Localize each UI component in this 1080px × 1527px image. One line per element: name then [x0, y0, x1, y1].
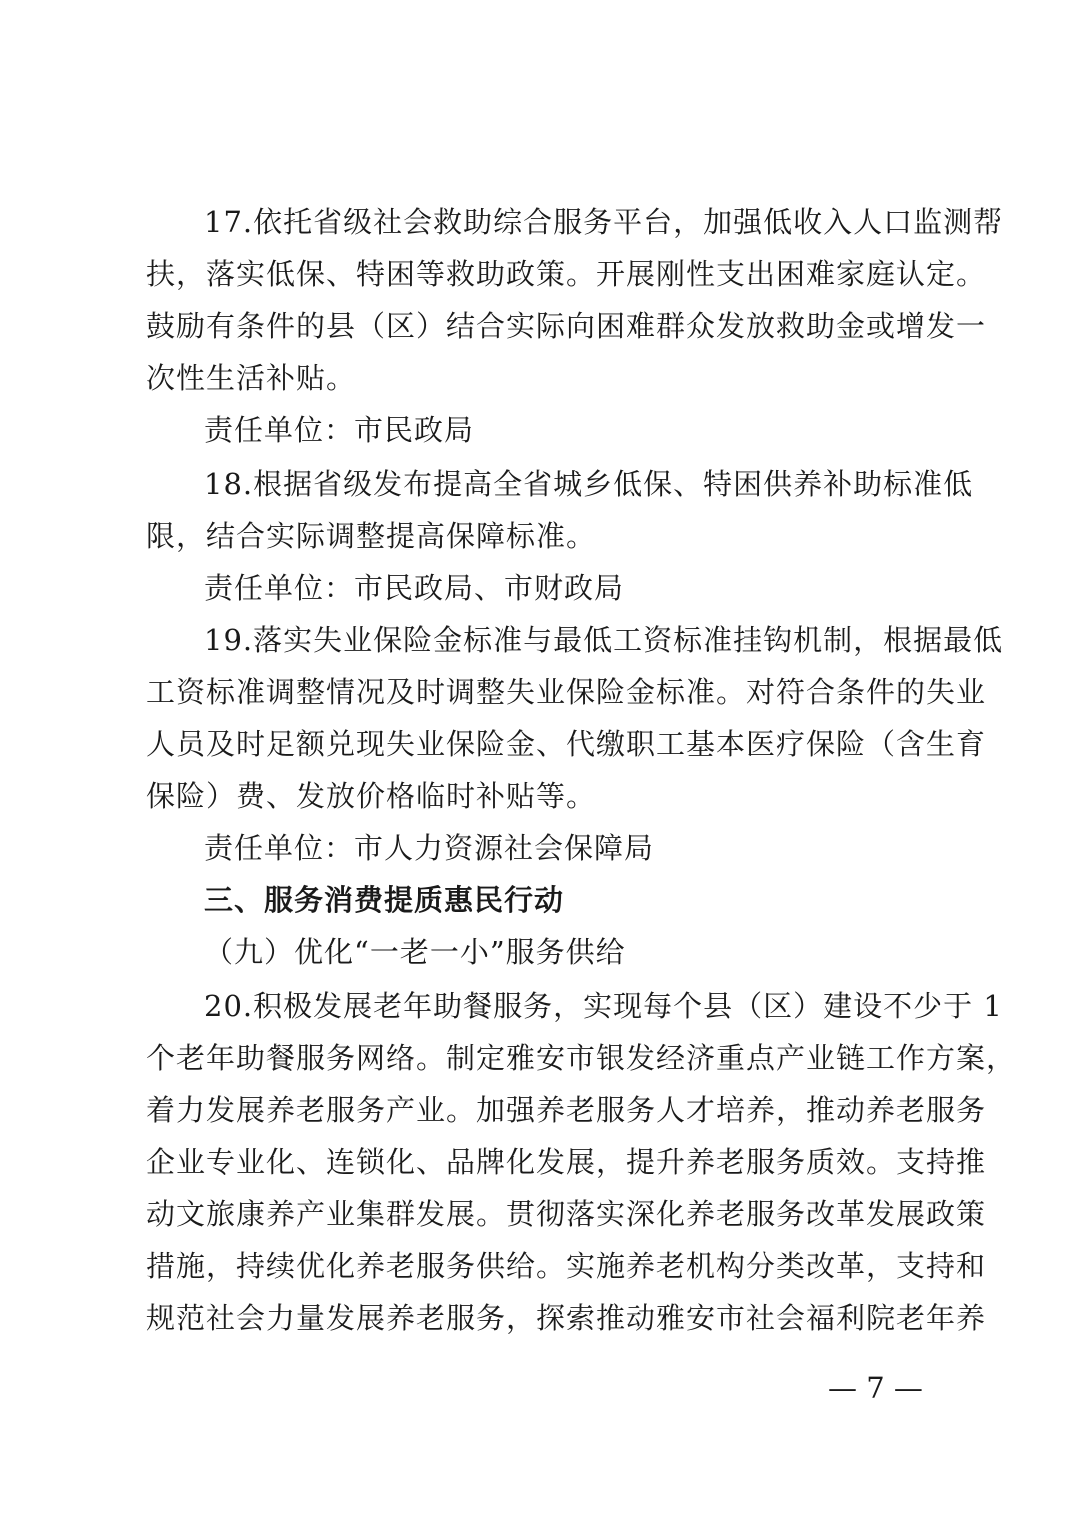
- item-19-line-4: 保险）费、发放价格临时补贴等。: [146, 779, 597, 813]
- item-19-line-3: 人员及时足额兑现失业保险金、代缴职工基本医疗保险（含生育: [146, 727, 987, 761]
- item-20-line-6: 措施，持续优化养老服务供给。实施养老机构分类改革，支持和: [146, 1249, 987, 1283]
- item-20-line-4: 企业专业化、连锁化、品牌化发展，提升养老服务质效。支持推: [146, 1145, 987, 1179]
- item-20-line-1: 20.积极发展老年助餐服务，实现每个县（区）建设不少于 1: [204, 989, 1003, 1023]
- item-18-line-2: 限，结合实际调整提高保障标准。: [146, 519, 597, 553]
- item-17-responsibility: 责任单位：市民政局: [204, 413, 475, 447]
- item-17-line-3: 鼓励有条件的县（区）结合实际向困难群众发放救助金或增发一: [146, 309, 987, 343]
- item-20-line-5: 动文旅康养产业集群发展。贯彻落实深化养老服务改革发展政策: [146, 1197, 987, 1231]
- item-19-line-1: 19.落实失业保险金标准与最低工资标准挂钩机制，根据最低: [204, 623, 1004, 657]
- item-20-line-3: 着力发展养老服务产业。加强养老服务人才培养，推动养老服务: [146, 1093, 987, 1127]
- item-18-line-1: 18.根据省级发布提高全省城乡低保、特困供养补助标准低: [204, 467, 974, 501]
- item-17-line-1: 17.依托省级社会救助综合服务平台，加强低收入人口监测帮: [204, 205, 1004, 239]
- section-heading: 三、服务消费提质惠民行动: [204, 883, 565, 917]
- item-18-responsibility: 责任单位：市民政局、市财政局: [204, 571, 625, 605]
- item-17-line-4: 次性生活补贴。: [146, 361, 357, 395]
- item-19-responsibility: 责任单位：市人力资源社会保障局: [204, 831, 655, 865]
- item-20-line-7: 规范社会力量发展养老服务，探索推动雅安市社会福利院老年养: [146, 1301, 987, 1335]
- item-19-line-2: 工资标准调整情况及时调整失业保险金标准。对符合条件的失业: [146, 675, 987, 709]
- page-number: — 7 —: [828, 1371, 923, 1405]
- subsection-heading: （九）优化“一老一小”服务供给: [204, 935, 626, 969]
- item-20-line-2: 个老年助餐服务网络。制定雅安市银发经济重点产业链工作方案，: [146, 1041, 1017, 1075]
- item-17-line-2: 扶，落实低保、特困等救助政策。开展刚性支出困难家庭认定。: [146, 257, 987, 291]
